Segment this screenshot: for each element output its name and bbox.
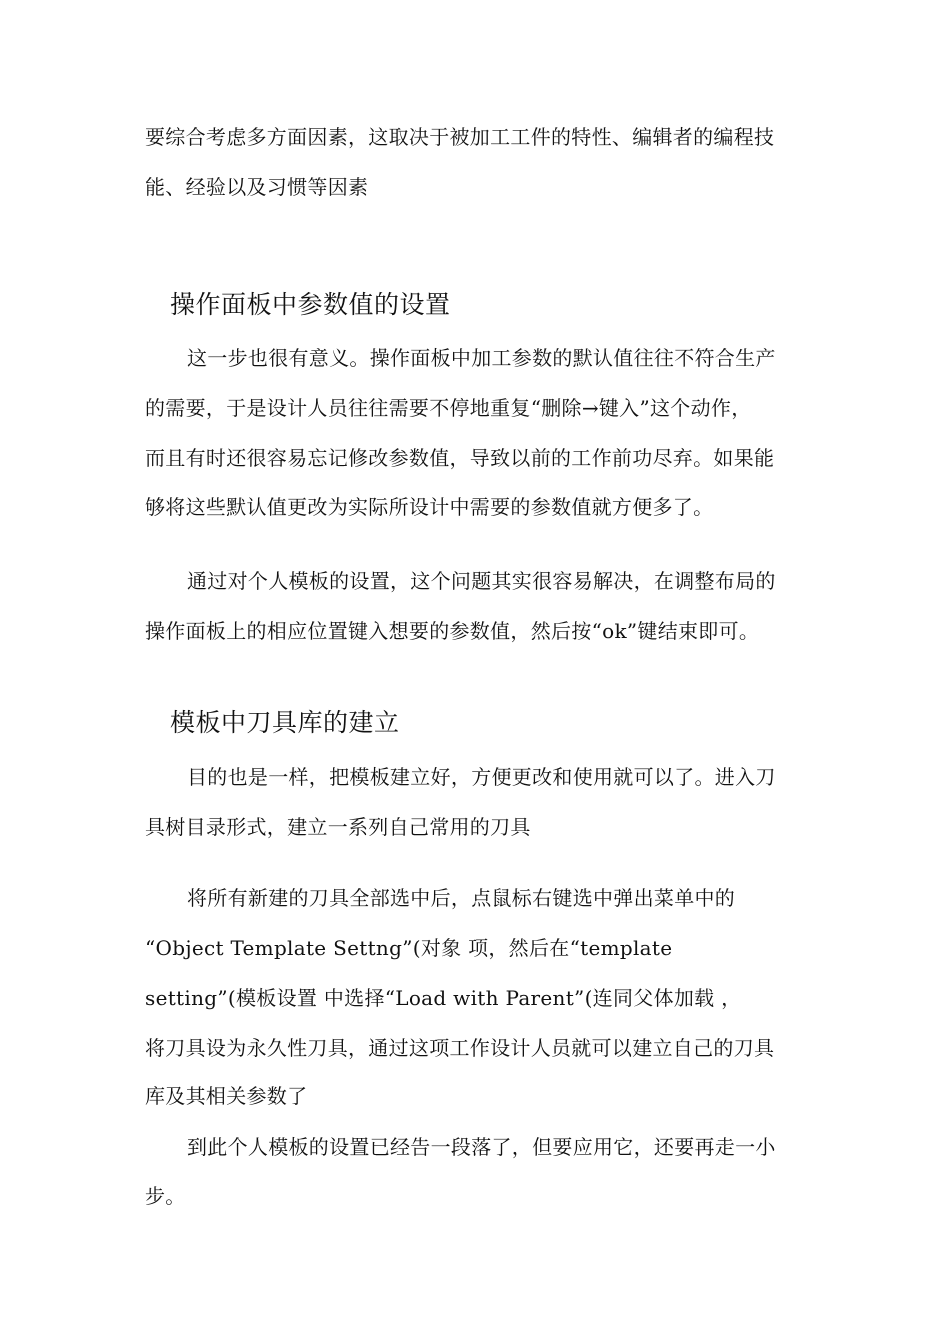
paragraph-line: 通过对个人模板的设置，这个问题其实很容易解决，在调整布局的 [187, 569, 776, 593]
paragraph-line: 到此个人模板的设置已经告一段落了，但要应用它，还要再走一小 [187, 1135, 776, 1159]
paragraph-line: 要综合考虑多方面因素，这取决于被加工工件的特性、编辑者的编程技 [145, 125, 775, 149]
paragraph-line: 库及其相关参数了 [145, 1084, 308, 1108]
paragraph-line: 将刀具设为永久性刀具，通过这项工作设计人员就可以建立自己的刀具 [145, 1036, 775, 1060]
paragraph-line: 这一步也很有意义。操作面板中加工参数的默认值往往不符合生产 [187, 346, 776, 370]
paragraph-line: 操作面板上的相应位置键入想要的参数值，然后按“ok”键结束即可。 [145, 619, 760, 643]
paragraph-line: 步。 [145, 1184, 186, 1208]
paragraph-line: 的需要，于是设计人员往往需要不停地重复“删除→键入”这个动作， [145, 396, 752, 420]
paragraph-line: 目的也是一样，把模板建立好，方便更改和使用就可以了。进入刀 [187, 765, 776, 789]
paragraph-line: 具树目录形式，建立一系列自己常用的刀具 [145, 815, 531, 839]
paragraph-line: 将所有新建的刀具全部选中后，点鼠标右键选中弹出菜单中的 [187, 886, 736, 910]
paragraph-line: 能、经验以及习惯等因素 [145, 175, 369, 199]
section-heading: 操作面板中参数值的设置 [170, 290, 451, 319]
paragraph-line: “Object Template Settng”(对象 项，然后在“template [145, 936, 673, 960]
section-heading: 模板中刀具库的建立 [170, 708, 400, 737]
paragraph-line: 而且有时还很容易忘记修改参数值，导致以前的工作前功尽弃。如果能 [145, 446, 775, 470]
paragraph-line: setting”(模板设置 中选择“Load with Parent”(连同父体加载 ， [145, 986, 742, 1010]
paragraph-line: 够将这些默认值更改为实际所设计中需要的参数值就方便多了。 [145, 495, 714, 519]
